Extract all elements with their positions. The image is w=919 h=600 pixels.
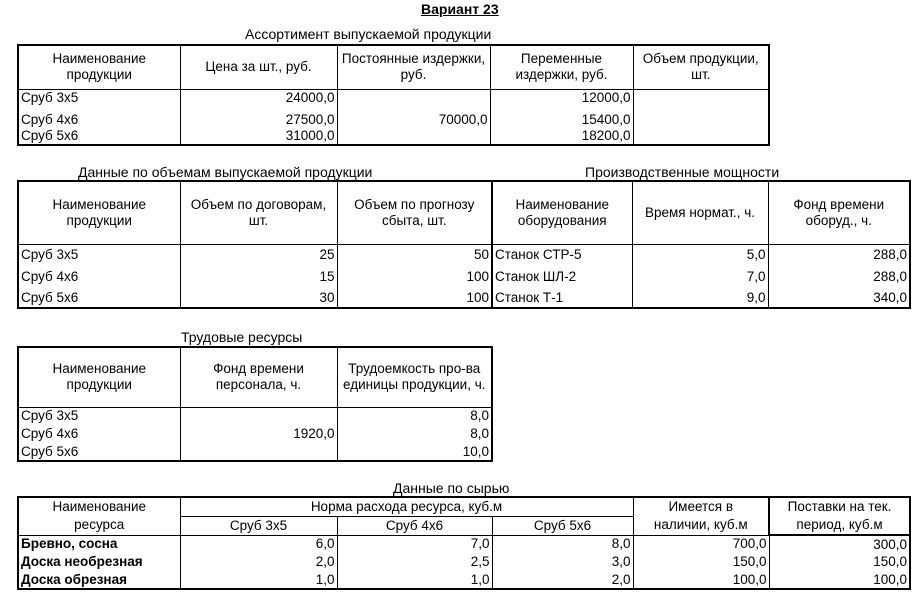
fixed-cost-cell [337,128,490,145]
fixed-cost-cell: 70000,0 [337,106,490,128]
table-row [18,244,492,266]
materials-header-resource: Наименование [18,497,180,516]
table-row [18,535,910,553]
resource-name: Бревно, сосна [18,535,180,553]
fund-cell: 288,0 [768,266,910,288]
materials-table [17,496,911,590]
assortment-header-price: Цена за шт., руб. [180,45,337,89]
materials-subheader-5x6: Сруб 5х6 [492,516,633,535]
equipment-name: Станок ШЛ-2 [492,266,632,288]
materials-header-norm: Норма расхода ресурса, куб.м [180,497,633,516]
assortment-header-name: Наименование продукции [18,45,180,89]
assortment-header-volume: Объем продукции, шт. [633,45,769,89]
materials-header-supply: Поставки на тек. [769,497,910,516]
forecast-volume-cell: 100 [337,266,492,288]
norm-4x6-cell: 1,0 [337,571,492,589]
table-row [18,571,910,589]
available-cell: 150,0 [633,553,769,571]
norm-5x6-cell: 8,0 [492,535,633,553]
variable-cost-cell: 18200,0 [490,128,633,145]
price-cell: 27500,0 [180,106,337,128]
norm-4x6-cell: 2,5 [337,553,492,571]
table-row [18,425,492,443]
supply-cell: 300,0 [769,535,910,553]
contract-volume-cell: 15 [180,266,337,288]
table-row [18,288,492,308]
table-row [18,443,492,461]
labor-caption: Трудовые ресурсы [181,329,303,345]
volume-cell[interactable] [633,106,769,128]
norm-5x6-cell: 2,0 [492,571,633,589]
norm-5x6-cell: 3,0 [492,553,633,571]
labor-intensity-cell: 8,0 [337,425,492,443]
variable-cost-cell: 15400,0 [490,106,633,128]
price-cell: 24000,0 [180,89,337,106]
table-row [492,244,910,266]
volumes-header-name: Наименование продукции [18,181,180,244]
volume-cell[interactable] [633,89,769,106]
variable-cost-cell: 12000,0 [490,89,633,106]
page-title: Вариант 23 [421,1,499,17]
table-row [18,407,492,425]
fund-cell: 340,0 [768,288,910,308]
labor-header-intensity: Трудоемкость про-ва единицы продукции, ч. [337,347,492,407]
table-row [492,266,910,288]
product-name: Сруб 4х6 [18,106,180,128]
capacity-header-equipment: Наименование оборудования [492,181,632,244]
supply-cell: 150,0 [769,553,910,571]
assortment-header-fixed: Постоянные издержки, руб. [337,45,490,89]
product-name: Сруб 4х6 [18,425,180,443]
volumes-header-forecast: Объем по прогнозу сбыта, шт. [337,181,492,244]
capacity-header-time: Время нормат., ч. [632,181,768,244]
norm-4x6-cell: 7,0 [337,535,492,553]
fixed-cost-cell [337,89,490,106]
table-row [18,89,769,106]
price-cell: 31000,0 [180,128,337,145]
time-cell: 9,0 [632,288,768,308]
table-row [18,128,769,145]
labor-header-fund: Фонд времени персонала, ч. [180,347,337,407]
contract-volume-cell: 30 [180,288,337,308]
supply-cell: 100,0 [769,571,910,589]
table-row [18,553,910,571]
materials-subheader-4x6: Сруб 4х6 [337,516,492,535]
materials-header-available: Имеется в [633,497,769,516]
personnel-fund-cell [180,443,337,461]
product-name: Сруб 5х6 [18,288,180,308]
resource-name: Доска обрезная [18,571,180,589]
labor-table [17,346,493,462]
labor-header-name: Наименование продукции [18,347,180,407]
product-name: Сруб 3х5 [18,89,180,106]
contract-volume-cell: 25 [180,244,337,266]
available-cell: 100,0 [633,571,769,589]
equipment-name: Станок Т-1 [492,288,632,308]
norm-3x5-cell: 6,0 [180,535,337,553]
personnel-fund-cell: 1920,0 [180,425,337,443]
assortment-table [17,44,770,146]
volumes-table [17,180,493,309]
materials-header-supply-line2: период, куб.м [769,516,910,535]
time-cell: 5,0 [632,244,768,266]
materials-subheader-3x5: Сруб 3х5 [180,516,337,535]
capacity-table [491,180,911,309]
volume-cell[interactable] [633,128,769,145]
labor-intensity-cell: 10,0 [337,443,492,461]
product-name: Сруб 4х6 [18,266,180,288]
volumes-header-contract: Объем по договорам, шт. [180,181,337,244]
assortment-header-variable: Переменные издержки, руб. [490,45,633,89]
forecast-volume-cell: 50 [337,244,492,266]
resource-name: Доска необрезная [18,553,180,571]
available-cell: 700,0 [633,535,769,553]
table-row [18,106,769,128]
equipment-name: Станок СТР-5 [492,244,632,266]
norm-3x5-cell: 1,0 [180,571,337,589]
volumes-caption: Данные по объемам выпускаемой продукции [78,164,373,180]
materials-header-resource-line2: ресурса [18,516,180,535]
personnel-fund-cell [180,407,337,425]
table-row [18,266,492,288]
forecast-volume-cell: 100 [337,288,492,308]
table-row [492,288,910,308]
capacity-caption: Производственные мощности [585,164,780,180]
product-name: Сруб 3х5 [18,407,180,425]
time-cell: 7,0 [632,266,768,288]
capacity-header-fund: Фонд времени оборуд., ч. [768,181,910,244]
materials-header-available-line2: наличии, куб.м [633,516,769,535]
product-name: Сруб 3х5 [18,244,180,266]
product-name: Сруб 5х6 [18,443,180,461]
norm-3x5-cell: 2,0 [180,553,337,571]
assortment-caption: Ассортимент выпускаемой продукции [245,26,492,42]
product-name: Сруб 5х6 [18,128,180,145]
labor-intensity-cell: 8,0 [337,407,492,425]
materials-caption: Данные по сырью [393,480,510,496]
fund-cell: 288,0 [768,244,910,266]
